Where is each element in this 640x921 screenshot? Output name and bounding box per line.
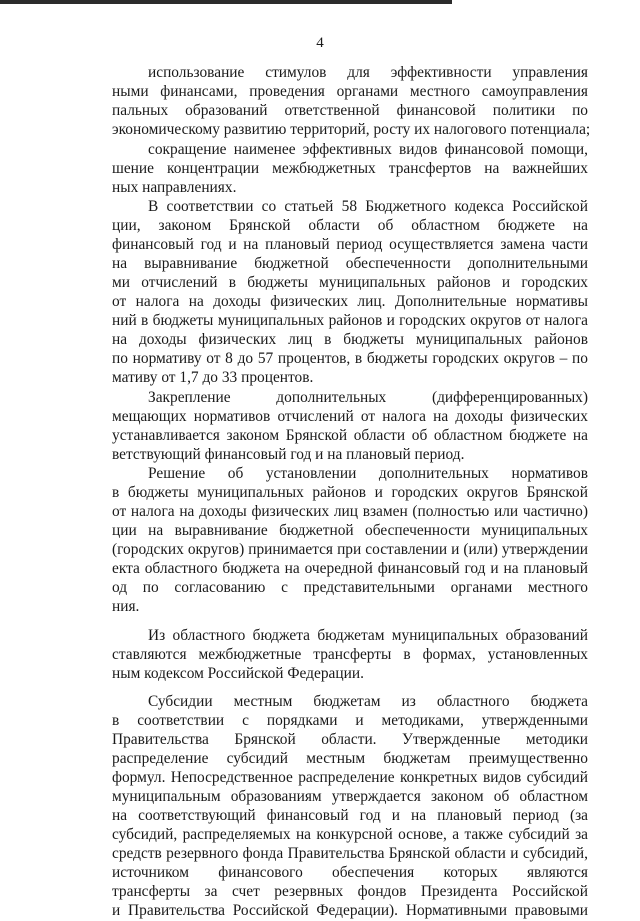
text-line: Субсидии местным бюджетам из областного бюджета xyxy=(148,693,588,710)
text-line: В соответствии со статьей 58 Бюджетного кодекса Российской xyxy=(148,198,588,215)
text-line: средств резервного фонда Правительства Брянской области и субсидий, xyxy=(112,845,588,862)
text-line: формул. Непосредственное распределение конкретных видов субсидий xyxy=(112,769,588,786)
text-line: ми отчислений в бюджеты муниципальных районов и городских xyxy=(112,274,588,291)
text-line: од по согласованию с представительными органами местного xyxy=(112,579,588,596)
text-line: Закрепление дополнительных (дифференцированных) xyxy=(148,389,588,406)
text-line: Из областного бюджета бюджетам муниципальных образований xyxy=(148,627,588,644)
text-line: ния. xyxy=(112,598,140,615)
text-line: источником финансового обеспечения которых являются xyxy=(112,864,588,881)
text-line: субсидий, распределяемых на конкурсной основе, а также субсидий за xyxy=(112,826,588,843)
text-line: ции, законом Брянской области об областном бюджете на xyxy=(112,217,588,234)
text-line: на выравнивание бюджетной обеспеченности дополнительными xyxy=(112,255,588,272)
text-line: экономическому развитию территорий, росту их налогового потенциала; xyxy=(112,121,591,138)
top-border-rule xyxy=(0,0,452,4)
text-line: Правительства Брянской области. Утвержденные методики xyxy=(112,731,588,748)
text-line: от налога на доходы физических лиц. Дополнительные нормативы xyxy=(112,293,588,310)
text-line: ции на выравнивание бюджетной обеспеченности муниципальных xyxy=(112,522,588,539)
text-line: использование стимулов для эффективности управления xyxy=(148,64,588,81)
text-line: ставляются межбюджетные трансферты в формах, установленных xyxy=(112,646,588,663)
text-line: сокращение наименее эффективных видов финансовой помощи, xyxy=(148,141,588,158)
text-line: муниципальным образованиям утверждается законом об областном xyxy=(112,788,588,805)
text-line: шение концентрации межбюджетных трансфертов на важнейших xyxy=(112,160,588,177)
text-line: ных направлениях. xyxy=(112,179,237,196)
text-line: екта областного бюджета на очередной финансовый год и на плановый xyxy=(112,560,588,577)
text-line: (городских округов) принимается при составлении и (или) утверждении xyxy=(112,541,588,558)
text-line: в бюджеты муниципальных районов и городских округов Брянской xyxy=(112,484,588,501)
page-number: 4 xyxy=(316,35,324,51)
text-line: мещающих нормативов отчислений от налога на доходы физических xyxy=(112,408,588,425)
text-line: по нормативу от 8 до 57 процентов, в бюджеты городских округов – по xyxy=(112,350,588,367)
text-line: трансферты за счет резервных фондов Президента Российской xyxy=(112,883,588,900)
text-line: ными финансами, проведения органами местного самоуправления xyxy=(112,83,588,100)
text-line: на доходы физических лиц в бюджеты муниципальных районов xyxy=(112,331,588,348)
text-line: ветствующий финансовый год и на плановый период. xyxy=(112,446,465,463)
text-line: пальных образований ответственной финансовой политики по xyxy=(112,102,588,119)
text-line: Решение об установлении дополнительных нормативов xyxy=(148,465,588,482)
text-line: финансовый год и на плановый период осуществляется замена части xyxy=(112,236,588,253)
text-line: ным кодексом Российской Федерации. xyxy=(112,665,364,682)
text-line: от налога на доходы физических лиц взамен (полностью или частично) xyxy=(112,503,588,520)
text-line: в соответствии с порядками и методиками, утвержденными xyxy=(112,712,588,729)
text-line: на соответствующий финансовый год и на плановый период (за xyxy=(112,807,588,824)
text-line: распределение субсидий местным бюджетам преимущественно xyxy=(112,750,588,767)
text-line: устанавливается законом Брянской области об областном бюджете на xyxy=(112,427,588,444)
text-line: мативу от 1,7 до 33 процентов. xyxy=(112,369,314,386)
text-line: ний в бюджеты муниципальных районов и городских округов от налога xyxy=(112,312,588,329)
text-line: и Правительства Российской Федерации). Нормативными правовыми xyxy=(112,902,588,919)
